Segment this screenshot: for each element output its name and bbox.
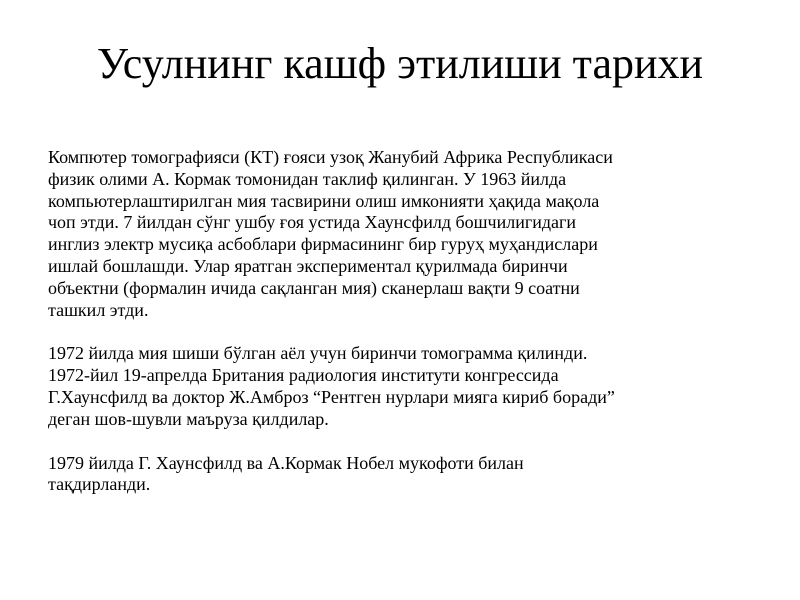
text-line: 1979 йилда Г. Хаунсфилд ва А.Кормак Нобел мукофоти билан: [48, 452, 524, 473]
text-line: тақдирланди.: [48, 474, 151, 495]
text-line: ташкил этди.: [48, 299, 149, 320]
text-line: объектни (формалин ичида сақланган мия) сканерлаш вақти 9 соатни: [48, 277, 580, 298]
text-line: 1972-йил 19-апрелда Британия радиология институти конгрессида: [48, 365, 559, 386]
text-line: Г.Хаунсфилд ва доктор Ж.Амброз “Рентген нурлари мияга кириб боради”: [48, 386, 615, 407]
text-line: ишлай бошлашди. Улар яратган экспериментал қурилмада биринчи: [48, 255, 568, 276]
slide-title: Усулнинг кашф этилиши тарихи: [96, 39, 704, 88]
text-line: Компютер томографияси (КТ) ғояси узоқ Жанубий Африка Республикаси: [48, 147, 613, 167]
text-line: инглиз электр мусиқа асбоблари фирмасининг бир гуруҳ муҳандислари: [48, 234, 598, 255]
slide-body: [48, 147, 768, 496]
paragraph-first-tomogram: [48, 343, 768, 430]
text-line: компьютерлаштирилган мия тасвирини олиш имконияти ҳақида мақола: [48, 190, 600, 211]
paragraph-nobel-prize: [48, 453, 768, 497]
paragraph-ct-origin: [48, 147, 768, 321]
text-line: 1972 йилда мия шиши бўлган аёл учун биринчи томограмма қилинди.: [48, 343, 588, 364]
text-line: физик олими А. Кормак томонидан таклиф қилинган. У 1963 йилда: [48, 168, 567, 189]
text-line: деган шов-шувли маърузa қилдилар.: [48, 408, 329, 429]
text-line: чоп этди. 7 йилдан сўнг ушбу ғоя устида Хаунсфилд бошчилигидаги: [48, 212, 577, 233]
